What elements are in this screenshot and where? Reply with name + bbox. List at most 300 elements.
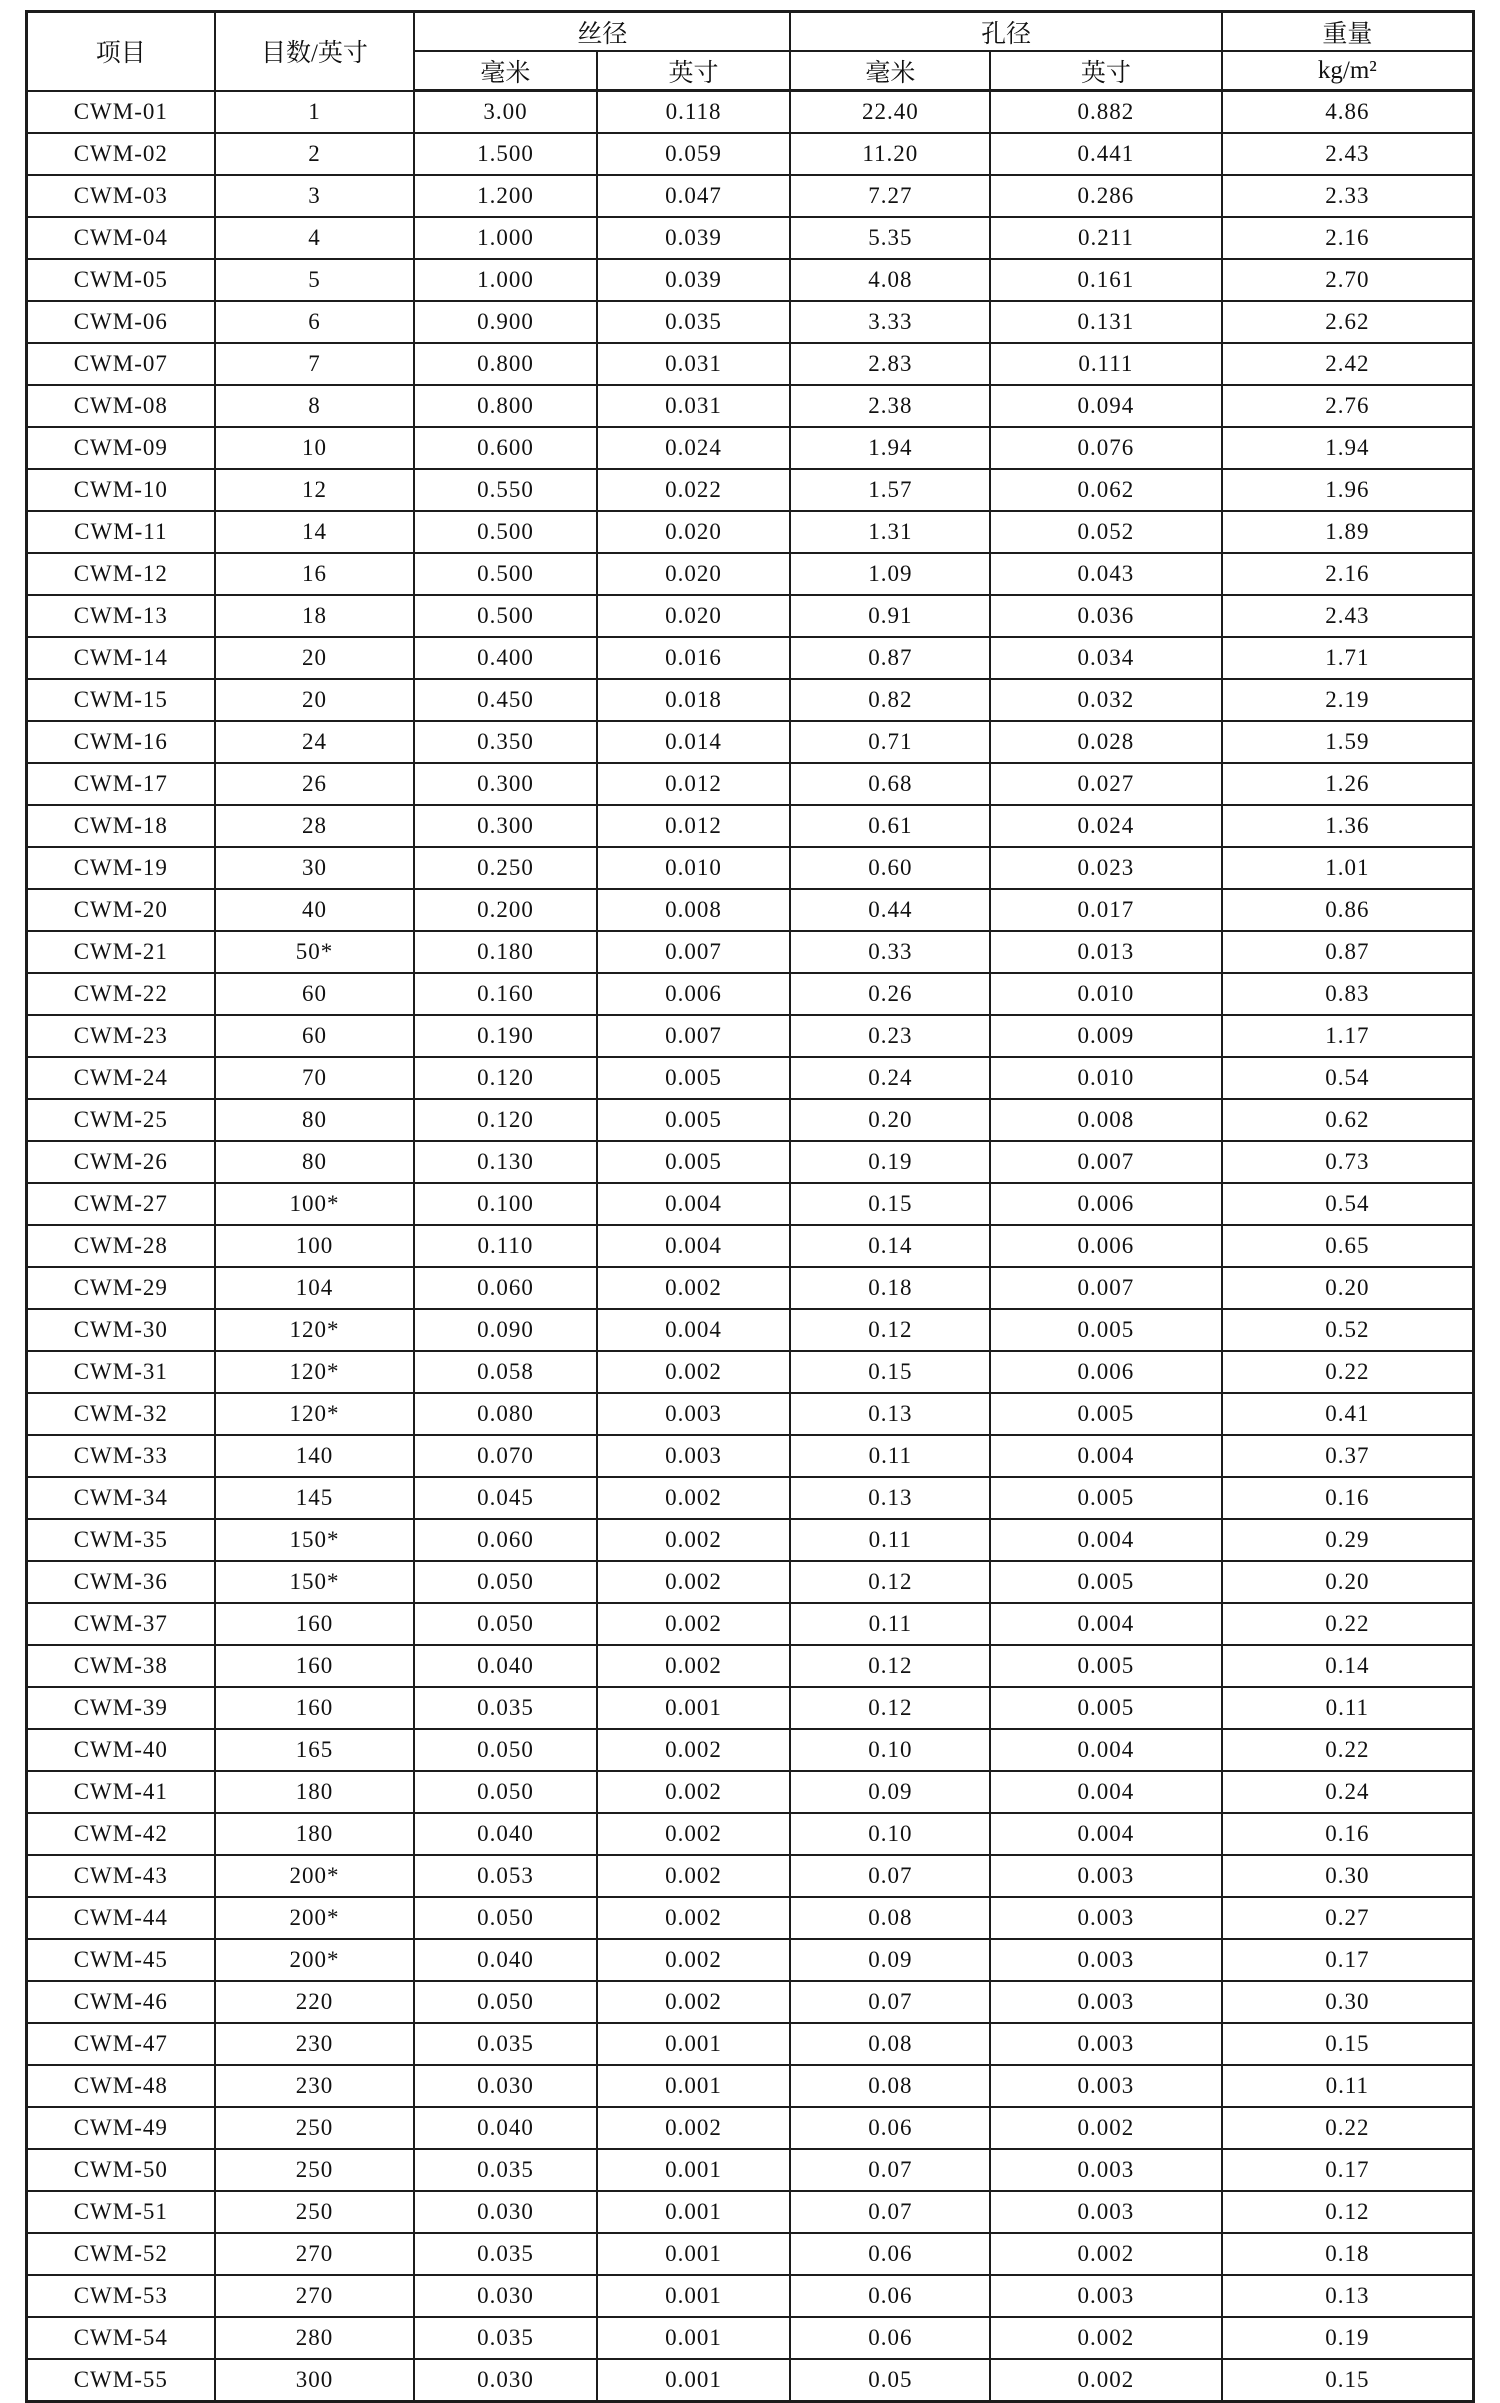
cell-aperture-inch: 0.004 bbox=[990, 1813, 1222, 1855]
cell-item: CWM-29 bbox=[27, 1267, 215, 1309]
cell-weight: 0.83 bbox=[1222, 973, 1474, 1015]
cell-aperture-inch: 0.003 bbox=[990, 2275, 1222, 2317]
cell-wire-mm: 0.200 bbox=[414, 889, 596, 931]
cell-item: CWM-08 bbox=[27, 385, 215, 427]
cell-weight: 1.17 bbox=[1222, 1015, 1474, 1057]
header-wire-diameter: 丝径 bbox=[414, 12, 790, 52]
cell-aperture-mm: 0.71 bbox=[790, 721, 990, 763]
cell-mesh-per-inch: 120* bbox=[215, 1393, 415, 1435]
cell-mesh-per-inch: 16 bbox=[215, 553, 415, 595]
cell-mesh-per-inch: 70 bbox=[215, 1057, 415, 1099]
cell-wire-inch: 0.002 bbox=[597, 2107, 791, 2149]
table-row bbox=[27, 931, 1474, 973]
cell-wire-mm: 0.450 bbox=[414, 679, 596, 721]
cell-wire-mm: 0.160 bbox=[414, 973, 596, 1015]
cell-weight: 0.30 bbox=[1222, 1981, 1474, 2023]
cell-item: CWM-38 bbox=[27, 1645, 215, 1687]
cell-aperture-inch: 0.010 bbox=[990, 1057, 1222, 1099]
table-row bbox=[27, 721, 1474, 763]
table-row bbox=[27, 595, 1474, 637]
cell-aperture-inch: 0.006 bbox=[990, 1351, 1222, 1393]
header-aperture-mm: 毫米 bbox=[790, 51, 990, 91]
cell-wire-mm: 0.050 bbox=[414, 1771, 596, 1813]
cell-wire-inch: 0.012 bbox=[597, 805, 791, 847]
cell-weight: 2.19 bbox=[1222, 679, 1474, 721]
cell-aperture-inch: 0.032 bbox=[990, 679, 1222, 721]
table-row bbox=[27, 301, 1474, 343]
cell-weight: 0.15 bbox=[1222, 2023, 1474, 2065]
cell-aperture-mm: 0.06 bbox=[790, 2107, 990, 2149]
cell-mesh-per-inch: 160 bbox=[215, 1645, 415, 1687]
cell-wire-mm: 0.500 bbox=[414, 553, 596, 595]
cell-weight: 0.22 bbox=[1222, 1351, 1474, 1393]
cell-mesh-per-inch: 28 bbox=[215, 805, 415, 847]
cell-wire-inch: 0.018 bbox=[597, 679, 791, 721]
cell-wire-mm: 3.00 bbox=[414, 91, 596, 134]
cell-wire-inch: 0.031 bbox=[597, 343, 791, 385]
cell-wire-inch: 0.003 bbox=[597, 1393, 791, 1435]
cell-aperture-mm: 22.40 bbox=[790, 91, 990, 134]
cell-aperture-mm: 0.07 bbox=[790, 2149, 990, 2191]
cell-aperture-mm: 0.60 bbox=[790, 847, 990, 889]
cell-aperture-inch: 0.002 bbox=[990, 2233, 1222, 2275]
cell-wire-inch: 0.007 bbox=[597, 931, 791, 973]
cell-aperture-inch: 0.161 bbox=[990, 259, 1222, 301]
cell-wire-inch: 0.001 bbox=[597, 2317, 791, 2359]
cell-aperture-inch: 0.009 bbox=[990, 1015, 1222, 1057]
cell-mesh-per-inch: 150* bbox=[215, 1561, 415, 1603]
cell-aperture-inch: 0.062 bbox=[990, 469, 1222, 511]
cell-aperture-inch: 0.131 bbox=[990, 301, 1222, 343]
cell-wire-mm: 0.800 bbox=[414, 343, 596, 385]
cell-aperture-mm: 0.07 bbox=[790, 2191, 990, 2233]
cell-weight: 1.71 bbox=[1222, 637, 1474, 679]
cell-wire-mm: 0.070 bbox=[414, 1435, 596, 1477]
cell-mesh-per-inch: 50* bbox=[215, 931, 415, 973]
cell-mesh-per-inch: 180 bbox=[215, 1813, 415, 1855]
cell-wire-mm: 0.035 bbox=[414, 2149, 596, 2191]
cell-mesh-per-inch: 250 bbox=[215, 2107, 415, 2149]
cell-item: CWM-22 bbox=[27, 973, 215, 1015]
cell-wire-inch: 0.039 bbox=[597, 217, 791, 259]
cell-wire-inch: 0.004 bbox=[597, 1309, 791, 1351]
cell-wire-inch: 0.002 bbox=[597, 1519, 791, 1561]
cell-item: CWM-34 bbox=[27, 1477, 215, 1519]
cell-wire-inch: 0.002 bbox=[597, 1897, 791, 1939]
cell-mesh-per-inch: 180 bbox=[215, 1771, 415, 1813]
cell-wire-inch: 0.007 bbox=[597, 1015, 791, 1057]
cell-weight: 0.22 bbox=[1222, 2107, 1474, 2149]
cell-aperture-inch: 0.006 bbox=[990, 1225, 1222, 1267]
cell-aperture-inch: 0.036 bbox=[990, 595, 1222, 637]
cell-aperture-inch: 0.043 bbox=[990, 553, 1222, 595]
cell-wire-inch: 0.008 bbox=[597, 889, 791, 931]
cell-aperture-inch: 0.003 bbox=[990, 1897, 1222, 1939]
cell-wire-mm: 1.000 bbox=[414, 259, 596, 301]
cell-aperture-mm: 0.12 bbox=[790, 1687, 990, 1729]
cell-aperture-inch: 0.003 bbox=[990, 1939, 1222, 1981]
cell-aperture-mm: 11.20 bbox=[790, 133, 990, 175]
cell-item: CWM-21 bbox=[27, 931, 215, 973]
cell-item: CWM-28 bbox=[27, 1225, 215, 1267]
cell-wire-mm: 0.035 bbox=[414, 1687, 596, 1729]
cell-weight: 2.43 bbox=[1222, 595, 1474, 637]
cell-weight: 1.94 bbox=[1222, 427, 1474, 469]
cell-weight: 0.24 bbox=[1222, 1771, 1474, 1813]
cell-weight: 0.16 bbox=[1222, 1813, 1474, 1855]
cell-wire-mm: 0.250 bbox=[414, 847, 596, 889]
table-row bbox=[27, 1267, 1474, 1309]
cell-wire-inch: 0.001 bbox=[597, 1687, 791, 1729]
cell-wire-inch: 0.002 bbox=[597, 1477, 791, 1519]
cell-wire-inch: 0.118 bbox=[597, 91, 791, 134]
cell-weight: 0.54 bbox=[1222, 1057, 1474, 1099]
cell-aperture-inch: 0.005 bbox=[990, 1477, 1222, 1519]
cell-aperture-inch: 0.003 bbox=[990, 2065, 1222, 2107]
cell-aperture-inch: 0.027 bbox=[990, 763, 1222, 805]
cell-wire-mm: 0.040 bbox=[414, 1645, 596, 1687]
cell-item: CWM-46 bbox=[27, 1981, 215, 2023]
cell-mesh-per-inch: 200* bbox=[215, 1855, 415, 1897]
table-row bbox=[27, 1729, 1474, 1771]
cell-aperture-inch: 0.023 bbox=[990, 847, 1222, 889]
cell-aperture-mm: 0.18 bbox=[790, 1267, 990, 1309]
cell-mesh-per-inch: 24 bbox=[215, 721, 415, 763]
cell-item: CWM-40 bbox=[27, 1729, 215, 1771]
cell-wire-mm: 0.035 bbox=[414, 2317, 596, 2359]
cell-item: CWM-03 bbox=[27, 175, 215, 217]
cell-weight: 0.13 bbox=[1222, 2275, 1474, 2317]
table-row bbox=[27, 1225, 1474, 1267]
cell-weight: 0.15 bbox=[1222, 2359, 1474, 2402]
table-row bbox=[27, 2275, 1474, 2317]
cell-item: CWM-20 bbox=[27, 889, 215, 931]
cell-mesh-per-inch: 6 bbox=[215, 301, 415, 343]
cell-wire-mm: 0.060 bbox=[414, 1267, 596, 1309]
cell-mesh-per-inch: 20 bbox=[215, 637, 415, 679]
cell-wire-inch: 0.020 bbox=[597, 553, 791, 595]
cell-weight: 0.37 bbox=[1222, 1435, 1474, 1477]
cell-aperture-mm: 0.44 bbox=[790, 889, 990, 931]
cell-aperture-mm: 0.10 bbox=[790, 1729, 990, 1771]
cell-wire-mm: 0.058 bbox=[414, 1351, 596, 1393]
table-row bbox=[27, 1855, 1474, 1897]
table-row bbox=[27, 1351, 1474, 1393]
cell-aperture-mm: 2.83 bbox=[790, 343, 990, 385]
cell-mesh-per-inch: 8 bbox=[215, 385, 415, 427]
cell-weight: 1.96 bbox=[1222, 469, 1474, 511]
cell-weight: 0.22 bbox=[1222, 1603, 1474, 1645]
cell-wire-mm: 0.190 bbox=[414, 1015, 596, 1057]
cell-wire-mm: 0.180 bbox=[414, 931, 596, 973]
cell-weight: 0.22 bbox=[1222, 1729, 1474, 1771]
table-row bbox=[27, 2107, 1474, 2149]
cell-wire-mm: 0.500 bbox=[414, 511, 596, 553]
cell-wire-inch: 0.039 bbox=[597, 259, 791, 301]
cell-item: CWM-01 bbox=[27, 91, 215, 134]
cell-weight: 0.41 bbox=[1222, 1393, 1474, 1435]
cell-mesh-per-inch: 120* bbox=[215, 1309, 415, 1351]
cell-mesh-per-inch: 26 bbox=[215, 763, 415, 805]
cell-item: CWM-13 bbox=[27, 595, 215, 637]
table-row bbox=[27, 1771, 1474, 1813]
cell-item: CWM-44 bbox=[27, 1897, 215, 1939]
cell-aperture-mm: 5.35 bbox=[790, 217, 990, 259]
cell-wire-inch: 0.002 bbox=[597, 1729, 791, 1771]
cell-item: CWM-19 bbox=[27, 847, 215, 889]
cell-weight: 0.14 bbox=[1222, 1645, 1474, 1687]
cell-item: CWM-27 bbox=[27, 1183, 215, 1225]
cell-weight: 2.33 bbox=[1222, 175, 1474, 217]
cell-weight: 0.27 bbox=[1222, 1897, 1474, 1939]
cell-wire-mm: 0.035 bbox=[414, 2023, 596, 2065]
cell-aperture-mm: 0.91 bbox=[790, 595, 990, 637]
cell-mesh-per-inch: 12 bbox=[215, 469, 415, 511]
cell-item: CWM-24 bbox=[27, 1057, 215, 1099]
cell-weight: 0.16 bbox=[1222, 1477, 1474, 1519]
cell-wire-inch: 0.035 bbox=[597, 301, 791, 343]
cell-wire-mm: 0.130 bbox=[414, 1141, 596, 1183]
cell-aperture-mm: 0.15 bbox=[790, 1183, 990, 1225]
cell-weight: 1.89 bbox=[1222, 511, 1474, 553]
cell-weight: 2.43 bbox=[1222, 133, 1474, 175]
cell-wire-inch: 0.002 bbox=[597, 1603, 791, 1645]
cell-wire-mm: 0.060 bbox=[414, 1519, 596, 1561]
table-row bbox=[27, 2317, 1474, 2359]
cell-wire-inch: 0.014 bbox=[597, 721, 791, 763]
cell-aperture-mm: 0.19 bbox=[790, 1141, 990, 1183]
cell-wire-mm: 0.030 bbox=[414, 2191, 596, 2233]
cell-aperture-mm: 1.57 bbox=[790, 469, 990, 511]
cell-aperture-inch: 0.005 bbox=[990, 1309, 1222, 1351]
table-row bbox=[27, 1939, 1474, 1981]
cell-wire-mm: 1.200 bbox=[414, 175, 596, 217]
cell-aperture-mm: 0.87 bbox=[790, 637, 990, 679]
cell-item: CWM-09 bbox=[27, 427, 215, 469]
cell-mesh-per-inch: 145 bbox=[215, 1477, 415, 1519]
cell-weight: 0.65 bbox=[1222, 1225, 1474, 1267]
cell-wire-mm: 0.030 bbox=[414, 2359, 596, 2402]
cell-item: CWM-32 bbox=[27, 1393, 215, 1435]
cell-item: CWM-50 bbox=[27, 2149, 215, 2191]
cell-wire-inch: 0.002 bbox=[597, 1855, 791, 1897]
cell-mesh-per-inch: 230 bbox=[215, 2065, 415, 2107]
cell-weight: 0.19 bbox=[1222, 2317, 1474, 2359]
cell-aperture-inch: 0.003 bbox=[990, 2149, 1222, 2191]
header-mesh-per-inch: 目数/英寸 bbox=[215, 12, 415, 91]
cell-mesh-per-inch: 280 bbox=[215, 2317, 415, 2359]
cell-weight: 0.29 bbox=[1222, 1519, 1474, 1561]
cell-wire-mm: 0.500 bbox=[414, 595, 596, 637]
cell-weight: 2.16 bbox=[1222, 217, 1474, 259]
cell-item: CWM-10 bbox=[27, 469, 215, 511]
cell-item: CWM-51 bbox=[27, 2191, 215, 2233]
cell-wire-inch: 0.002 bbox=[597, 1813, 791, 1855]
table-row bbox=[27, 511, 1474, 553]
cell-aperture-inch: 0.111 bbox=[990, 343, 1222, 385]
cell-item: CWM-35 bbox=[27, 1519, 215, 1561]
cell-aperture-mm: 0.08 bbox=[790, 1897, 990, 1939]
table-row bbox=[27, 2065, 1474, 2107]
cell-weight: 2.76 bbox=[1222, 385, 1474, 427]
table-row bbox=[27, 1897, 1474, 1939]
cell-wire-mm: 0.600 bbox=[414, 427, 596, 469]
cell-item: CWM-05 bbox=[27, 259, 215, 301]
cell-aperture-inch: 0.008 bbox=[990, 1099, 1222, 1141]
cell-mesh-per-inch: 104 bbox=[215, 1267, 415, 1309]
table-row bbox=[27, 175, 1474, 217]
cell-mesh-per-inch: 160 bbox=[215, 1687, 415, 1729]
cell-item: CWM-37 bbox=[27, 1603, 215, 1645]
cell-item: CWM-12 bbox=[27, 553, 215, 595]
cell-weight: 1.36 bbox=[1222, 805, 1474, 847]
cell-wire-inch: 0.005 bbox=[597, 1141, 791, 1183]
table-row bbox=[27, 679, 1474, 721]
cell-wire-mm: 0.050 bbox=[414, 1729, 596, 1771]
cell-item: CWM-23 bbox=[27, 1015, 215, 1057]
cell-wire-mm: 0.050 bbox=[414, 1897, 596, 1939]
cell-wire-mm: 0.035 bbox=[414, 2233, 596, 2275]
cell-weight: 0.62 bbox=[1222, 1099, 1474, 1141]
cell-aperture-mm: 0.08 bbox=[790, 2065, 990, 2107]
cell-weight: 0.18 bbox=[1222, 2233, 1474, 2275]
table-row bbox=[27, 1393, 1474, 1435]
cell-wire-inch: 0.031 bbox=[597, 385, 791, 427]
mesh-spec-table bbox=[25, 10, 1475, 2403]
cell-aperture-inch: 0.005 bbox=[990, 1645, 1222, 1687]
table-row bbox=[27, 1561, 1474, 1603]
cell-aperture-inch: 0.005 bbox=[990, 1687, 1222, 1729]
cell-item: CWM-06 bbox=[27, 301, 215, 343]
cell-weight: 2.70 bbox=[1222, 259, 1474, 301]
table-row bbox=[27, 1645, 1474, 1687]
cell-wire-inch: 0.001 bbox=[597, 2065, 791, 2107]
cell-weight: 1.01 bbox=[1222, 847, 1474, 889]
cell-wire-mm: 0.053 bbox=[414, 1855, 596, 1897]
cell-wire-inch: 0.002 bbox=[597, 1939, 791, 1981]
cell-item: CWM-45 bbox=[27, 1939, 215, 1981]
cell-item: CWM-26 bbox=[27, 1141, 215, 1183]
cell-wire-mm: 0.800 bbox=[414, 385, 596, 427]
cell-wire-mm: 0.100 bbox=[414, 1183, 596, 1225]
cell-weight: 0.12 bbox=[1222, 2191, 1474, 2233]
cell-aperture-inch: 0.052 bbox=[990, 511, 1222, 553]
cell-aperture-mm: 0.05 bbox=[790, 2359, 990, 2402]
cell-wire-inch: 0.005 bbox=[597, 1057, 791, 1099]
cell-weight: 0.17 bbox=[1222, 1939, 1474, 1981]
cell-aperture-inch: 0.094 bbox=[990, 385, 1222, 427]
cell-wire-mm: 0.120 bbox=[414, 1099, 596, 1141]
cell-mesh-per-inch: 7 bbox=[215, 343, 415, 385]
cell-weight: 1.26 bbox=[1222, 763, 1474, 805]
cell-wire-mm: 0.030 bbox=[414, 2275, 596, 2317]
cell-item: CWM-41 bbox=[27, 1771, 215, 1813]
cell-mesh-per-inch: 220 bbox=[215, 1981, 415, 2023]
cell-item: CWM-31 bbox=[27, 1351, 215, 1393]
cell-mesh-per-inch: 18 bbox=[215, 595, 415, 637]
table-row bbox=[27, 637, 1474, 679]
table-row bbox=[27, 805, 1474, 847]
cell-item: CWM-47 bbox=[27, 2023, 215, 2065]
table-row bbox=[27, 2233, 1474, 2275]
cell-aperture-mm: 4.08 bbox=[790, 259, 990, 301]
cell-aperture-mm: 0.09 bbox=[790, 1771, 990, 1813]
cell-mesh-per-inch: 120* bbox=[215, 1351, 415, 1393]
cell-wire-inch: 0.002 bbox=[597, 1981, 791, 2023]
table-row bbox=[27, 2023, 1474, 2065]
cell-item: CWM-43 bbox=[27, 1855, 215, 1897]
cell-aperture-mm: 0.13 bbox=[790, 1393, 990, 1435]
table-row bbox=[27, 1603, 1474, 1645]
cell-wire-inch: 0.004 bbox=[597, 1183, 791, 1225]
cell-weight: 0.52 bbox=[1222, 1309, 1474, 1351]
cell-wire-mm: 0.040 bbox=[414, 1813, 596, 1855]
cell-aperture-mm: 0.12 bbox=[790, 1645, 990, 1687]
cell-item: CWM-02 bbox=[27, 133, 215, 175]
cell-weight: 0.73 bbox=[1222, 1141, 1474, 1183]
table-row bbox=[27, 217, 1474, 259]
cell-mesh-per-inch: 270 bbox=[215, 2233, 415, 2275]
cell-wire-mm: 0.350 bbox=[414, 721, 596, 763]
cell-wire-inch: 0.001 bbox=[597, 2191, 791, 2233]
cell-mesh-per-inch: 80 bbox=[215, 1099, 415, 1141]
cell-mesh-per-inch: 100* bbox=[215, 1183, 415, 1225]
cell-aperture-mm: 3.33 bbox=[790, 301, 990, 343]
cell-mesh-per-inch: 14 bbox=[215, 511, 415, 553]
cell-aperture-mm: 0.61 bbox=[790, 805, 990, 847]
table-header bbox=[27, 12, 1474, 91]
cell-aperture-mm: 2.38 bbox=[790, 385, 990, 427]
cell-mesh-per-inch: 5 bbox=[215, 259, 415, 301]
cell-wire-mm: 0.300 bbox=[414, 763, 596, 805]
table-body bbox=[27, 91, 1474, 2402]
cell-aperture-inch: 0.003 bbox=[990, 2191, 1222, 2233]
cell-aperture-inch: 0.005 bbox=[990, 1393, 1222, 1435]
cell-item: CWM-48 bbox=[27, 2065, 215, 2107]
cell-aperture-inch: 0.002 bbox=[990, 2107, 1222, 2149]
cell-wire-mm: 0.050 bbox=[414, 1981, 596, 2023]
cell-weight: 1.59 bbox=[1222, 721, 1474, 763]
cell-aperture-inch: 0.004 bbox=[990, 1435, 1222, 1477]
cell-item: CWM-14 bbox=[27, 637, 215, 679]
cell-aperture-mm: 0.11 bbox=[790, 1603, 990, 1645]
cell-weight: 0.87 bbox=[1222, 931, 1474, 973]
cell-aperture-inch: 0.010 bbox=[990, 973, 1222, 1015]
table-row bbox=[27, 1813, 1474, 1855]
header-wire-inch: 英寸 bbox=[597, 51, 791, 91]
table-row bbox=[27, 1687, 1474, 1729]
cell-wire-inch: 0.001 bbox=[597, 2023, 791, 2065]
cell-wire-mm: 0.300 bbox=[414, 805, 596, 847]
cell-aperture-inch: 0.003 bbox=[990, 1855, 1222, 1897]
cell-aperture-inch: 0.004 bbox=[990, 1729, 1222, 1771]
table-row bbox=[27, 1183, 1474, 1225]
cell-mesh-per-inch: 1 bbox=[215, 91, 415, 134]
cell-aperture-mm: 7.27 bbox=[790, 175, 990, 217]
cell-aperture-mm: 1.94 bbox=[790, 427, 990, 469]
cell-aperture-inch: 0.003 bbox=[990, 1981, 1222, 2023]
cell-aperture-mm: 0.06 bbox=[790, 2233, 990, 2275]
cell-aperture-mm: 0.33 bbox=[790, 931, 990, 973]
cell-weight: 0.20 bbox=[1222, 1561, 1474, 1603]
table-row bbox=[27, 343, 1474, 385]
cell-item: CWM-11 bbox=[27, 511, 215, 553]
cell-aperture-inch: 0.286 bbox=[990, 175, 1222, 217]
cell-mesh-per-inch: 100 bbox=[215, 1225, 415, 1267]
table-row bbox=[27, 469, 1474, 511]
cell-wire-inch: 0.002 bbox=[597, 1771, 791, 1813]
cell-aperture-inch: 0.013 bbox=[990, 931, 1222, 973]
